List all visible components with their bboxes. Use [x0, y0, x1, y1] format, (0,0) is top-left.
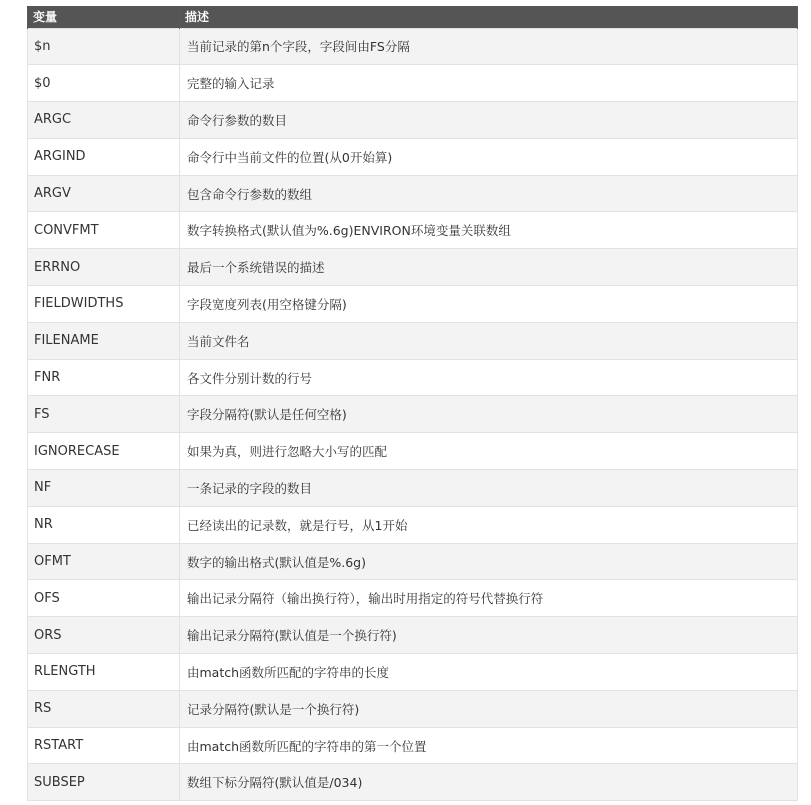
variable-description-cell: 命令行参数的数目 — [180, 102, 798, 139]
table-row — [28, 433, 798, 470]
variable-description-cell: 当前文件名 — [180, 322, 798, 359]
table-row — [28, 65, 798, 102]
variable-description-cell: 字段分隔符(默认是任何空格) — [180, 396, 798, 433]
variable-description-cell: 已经读出的记录数，就是行号，从1开始 — [180, 506, 798, 543]
variable-description-cell: 完整的输入记录 — [180, 65, 798, 102]
table-row — [28, 212, 798, 249]
table-row — [28, 28, 798, 65]
variable-description-cell: 记录分隔符(默认是一个换行符) — [180, 690, 798, 727]
variable-name-cell: SUBSEP — [28, 764, 180, 801]
table-row — [28, 286, 798, 323]
variable-name-cell: NF — [28, 470, 180, 507]
variable-name-cell: RSTART — [28, 727, 180, 764]
table-row — [28, 690, 798, 727]
table-row — [28, 727, 798, 764]
variable-description-cell: 最后一个系统错误的描述 — [180, 249, 798, 286]
table-row — [28, 175, 798, 212]
variable-name-cell: ERRNO — [28, 249, 180, 286]
variable-name-cell: ARGC — [28, 102, 180, 139]
variable-name-cell: $0 — [28, 65, 180, 102]
table-row — [28, 617, 798, 654]
variable-name-cell: IGNORECASE — [28, 433, 180, 470]
awk-variables-table-container — [27, 6, 797, 801]
variable-name-cell: $n — [28, 28, 180, 65]
variable-description-cell: 各文件分别计数的行号 — [180, 359, 798, 396]
table-row — [28, 470, 798, 507]
table-row — [28, 249, 798, 286]
variable-name-cell: ARGV — [28, 175, 180, 212]
table-row — [28, 580, 798, 617]
variable-description-cell: 由match函数所匹配的字符串的长度 — [180, 654, 798, 691]
awk-variables-table — [27, 6, 798, 801]
variable-name-cell: FNR — [28, 359, 180, 396]
variable-name-cell: OFS — [28, 580, 180, 617]
table-row — [28, 506, 798, 543]
variable-name-cell: ARGIND — [28, 138, 180, 175]
variable-description-cell: 数字转换格式(默认值为%.6g)ENVIRON环境变量关联数组 — [180, 212, 798, 249]
variable-name-cell: ORS — [28, 617, 180, 654]
variable-name-cell: FS — [28, 396, 180, 433]
variable-name-cell: FILENAME — [28, 322, 180, 359]
variable-description-cell: 输出记录分隔符(默认值是一个换行符) — [180, 617, 798, 654]
variable-name-cell: NR — [28, 506, 180, 543]
table-row — [28, 654, 798, 691]
variable-description-cell: 当前记录的第n个字段，字段间由FS分隔 — [180, 28, 798, 65]
table-header — [28, 6, 798, 28]
variable-description-cell: 字段宽度列表(用空格键分隔) — [180, 286, 798, 323]
variable-description-cell: 由match函数所匹配的字符串的第一个位置 — [180, 727, 798, 764]
table-row — [28, 764, 798, 801]
table-row — [28, 322, 798, 359]
variable-name-cell: FIELDWIDTHS — [28, 286, 180, 323]
table-row — [28, 138, 798, 175]
variable-description-cell: 输出记录分隔符（输出换行符），输出时用指定的符号代替换行符 — [180, 580, 798, 617]
table-row — [28, 359, 798, 396]
table-body — [28, 28, 798, 801]
variable-name-cell: RS — [28, 690, 180, 727]
variable-description-cell: 数字的输出格式(默认值是%.6g) — [180, 543, 798, 580]
table-row — [28, 396, 798, 433]
variable-name-cell: OFMT — [28, 543, 180, 580]
variable-name-cell: CONVFMT — [28, 212, 180, 249]
variable-name-cell: RLENGTH — [28, 654, 180, 691]
variable-description-cell: 一条记录的字段的数目 — [180, 470, 798, 507]
header-description: 描述 — [180, 6, 798, 28]
variable-description-cell: 如果为真，则进行忽略大小写的匹配 — [180, 433, 798, 470]
header-variable: 变量 — [28, 6, 180, 28]
variable-description-cell: 包含命令行参数的数组 — [180, 175, 798, 212]
table-row — [28, 102, 798, 139]
variable-description-cell: 命令行中当前文件的位置(从0开始算) — [180, 138, 798, 175]
table-row — [28, 543, 798, 580]
variable-description-cell: 数组下标分隔符(默认值是/034) — [180, 764, 798, 801]
header-row — [28, 6, 798, 28]
